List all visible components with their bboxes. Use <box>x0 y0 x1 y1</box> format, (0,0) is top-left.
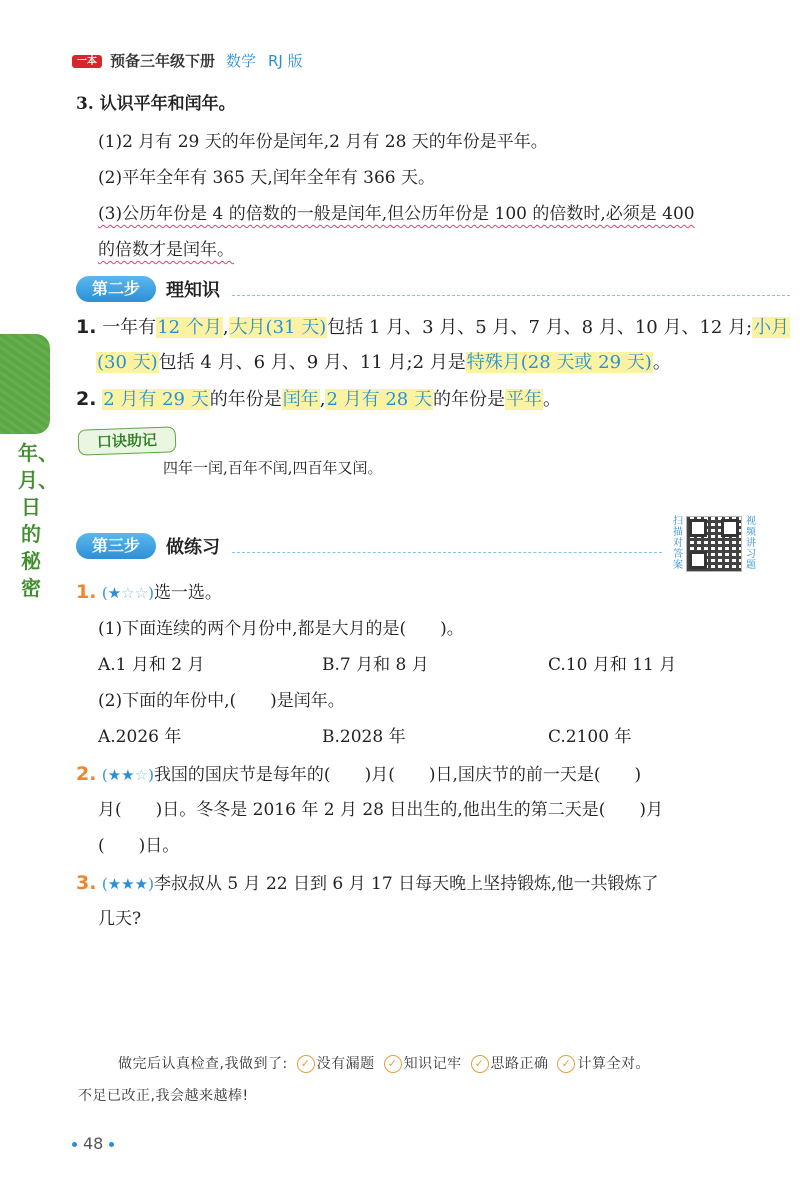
qr-right-caption: 视频讲习题 <box>746 516 756 571</box>
kp2-highlight-28: 2 月有 28 天 <box>326 389 432 410</box>
difficulty-stars: (★★☆) <box>101 766 154 784</box>
qr-left-caption: 扫描对答案 <box>673 516 683 571</box>
kp1-highlight-special-month: 特殊月(28 天或 29 天) <box>466 352 652 373</box>
step3-badge: 第三步 <box>76 533 156 559</box>
section3-item-1: (1)2 月有 29 天的年份是闰年,2 月有 28 天的年份是平年。 <box>98 132 548 152</box>
step2-divider <box>232 295 790 296</box>
kp2-highlight-common: 平年 <box>505 389 542 410</box>
page-dot-icon <box>109 1142 114 1147</box>
page-number-value: 48 <box>83 1134 104 1153</box>
brand-logo: 一本 <box>72 55 102 68</box>
difficulty-star-icon: ★★★ <box>107 875 149 893</box>
kp1-text-e: 。 <box>652 352 671 373</box>
kp1-highlight-big-month: 大月(31 天) <box>229 317 327 338</box>
self-check-line <box>118 1053 650 1073</box>
check-circle-icon[interactable]: ✓ <box>297 1055 315 1073</box>
check-circle-icon[interactable]: ✓ <box>471 1055 489 1073</box>
section3-item-2: (2)平年全年有 365 天,闰年全年有 366 天。 <box>98 168 435 188</box>
kp1-highlight-months: 12 个月 <box>157 317 222 338</box>
subject-label: 数学 <box>226 52 257 70</box>
step2-title: 理知识 <box>166 280 220 301</box>
kp2-text-b: , <box>319 389 326 410</box>
kp1-text-b: , <box>222 317 229 338</box>
step3-title: 做练习 <box>166 537 220 558</box>
knowledge-point-2 <box>76 387 561 412</box>
check-circle-icon[interactable]: ✓ <box>384 1055 402 1073</box>
kp1-text-a: 一年有 <box>102 317 157 338</box>
self-check-intro: 做完后认真检查,我做到了: <box>118 1056 288 1072</box>
question-1-number: 1. <box>76 581 97 603</box>
difficulty-stars: (★★★) <box>101 875 154 893</box>
knowledge-point-1 <box>76 315 790 340</box>
difficulty-star-icon: ★★☆ <box>107 766 149 784</box>
qr-finder <box>689 519 707 537</box>
kp1-text-d: 包括 4 月、6 月、9 月、11 月;2 月是 <box>158 352 466 373</box>
page-dot-icon <box>72 1142 77 1147</box>
kp2-text-c: 的年份是 <box>432 389 505 410</box>
kp1-text-c: 包括 1 月、3 月、5 月、7 月、8 月、10 月、12 月; <box>327 317 753 338</box>
check-circle-icon[interactable]: ✓ <box>557 1055 575 1073</box>
page-number <box>66 1134 120 1153</box>
mnemonic-text: 四年一闰,百年不闰,四百年又闰。 <box>163 459 383 477</box>
kp2-text-d: 。 <box>542 389 561 410</box>
question-3-line-1: 李叔叔从 5 月 22 日到 6 月 17 日每天晚上坚持锻炼,他一共锻炼了 <box>153 874 659 894</box>
q1-sub2-option-a: A.2026 年 <box>98 727 182 747</box>
question-2 <box>76 762 641 787</box>
kp2-highlight-29: 2 月有 29 天 <box>103 389 209 410</box>
question-2-line-2: 月( )日。冬冬是 2016 年 2 月 28 日出生的,他出生的第二天是( )月 <box>98 800 664 820</box>
q1-sub2-option-c: C.2100 年 <box>548 727 632 747</box>
check-item-1: 没有漏题 <box>316 1056 375 1072</box>
difficulty-stars: (★☆☆) <box>101 584 154 602</box>
q1-sub1-option-a: A.1 月和 2 月 <box>98 655 205 675</box>
difficulty-star-icon: ★☆☆ <box>107 584 149 602</box>
kp2-highlight-leap: 闰年 <box>282 389 319 410</box>
question-2-line-1: 我国的国庆节是每年的( )月( )日,国庆节的前一天是( ) <box>153 765 642 785</box>
question-3-line-2: 几天? <box>98 909 142 929</box>
kp2-text-a: 的年份是 <box>209 389 282 410</box>
knowledge-point-1-number: 1. <box>76 316 97 338</box>
qr-code-icon[interactable] <box>686 516 742 572</box>
check-item-3: 思路正确 <box>490 1056 549 1072</box>
edition-label: RJ 版 <box>268 52 303 70</box>
question-1-sub-2: (2)下面的年份中,( )是闰年。 <box>98 691 345 711</box>
q1-sub1-option-b: B.7 月和 8 月 <box>322 655 429 675</box>
knowledge-point-1-cont <box>96 351 671 375</box>
chapter-side-tab <box>0 334 50 434</box>
q1-sub1-option-c: C.10 月和 11 月 <box>548 655 677 675</box>
section3-item-3-cont: 的倍数才是闰年。 <box>98 240 234 260</box>
section3-title: 3. 认识平年和闰年。 <box>76 94 236 114</box>
mnemonic-tag: 口诀助记 <box>78 426 177 455</box>
q1-sub2-option-b: B.2028 年 <box>322 727 406 747</box>
qr-finder <box>689 551 707 569</box>
question-2-number: 2. <box>76 763 97 785</box>
question-1-sub-1: (1)下面连续的两个月份中,都是大月的是( )。 <box>98 619 464 639</box>
qr-finder <box>721 519 739 537</box>
question-1-title: 选一选。 <box>153 583 222 603</box>
book-title: 预备三年级下册 <box>110 52 216 70</box>
step2-badge: 第二步 <box>76 276 156 302</box>
kp1-highlight-small-month: 小月 <box>753 317 790 338</box>
check-item-4: 计算全对。 <box>577 1056 650 1072</box>
question-3 <box>76 871 658 896</box>
question-2-line-3: ( )日。 <box>98 836 180 856</box>
step3-divider <box>232 552 662 553</box>
knowledge-point-2-number: 2. <box>76 388 97 410</box>
check-item-2: 知识记牢 <box>403 1056 462 1072</box>
self-check-closing: 不足已改正,我会越来越棒! <box>78 1088 249 1104</box>
chapter-side-label: 年、月、日的秘密 <box>18 441 58 600</box>
section3-item-3: (3)公历年份是 4 的倍数的一般是闰年,但公历年份是 100 的倍数时,必须是 400 <box>98 204 695 224</box>
kp1-highlight-30-days: (30 天) <box>97 352 158 373</box>
question-1 <box>76 580 222 605</box>
question-3-number: 3. <box>76 872 97 894</box>
